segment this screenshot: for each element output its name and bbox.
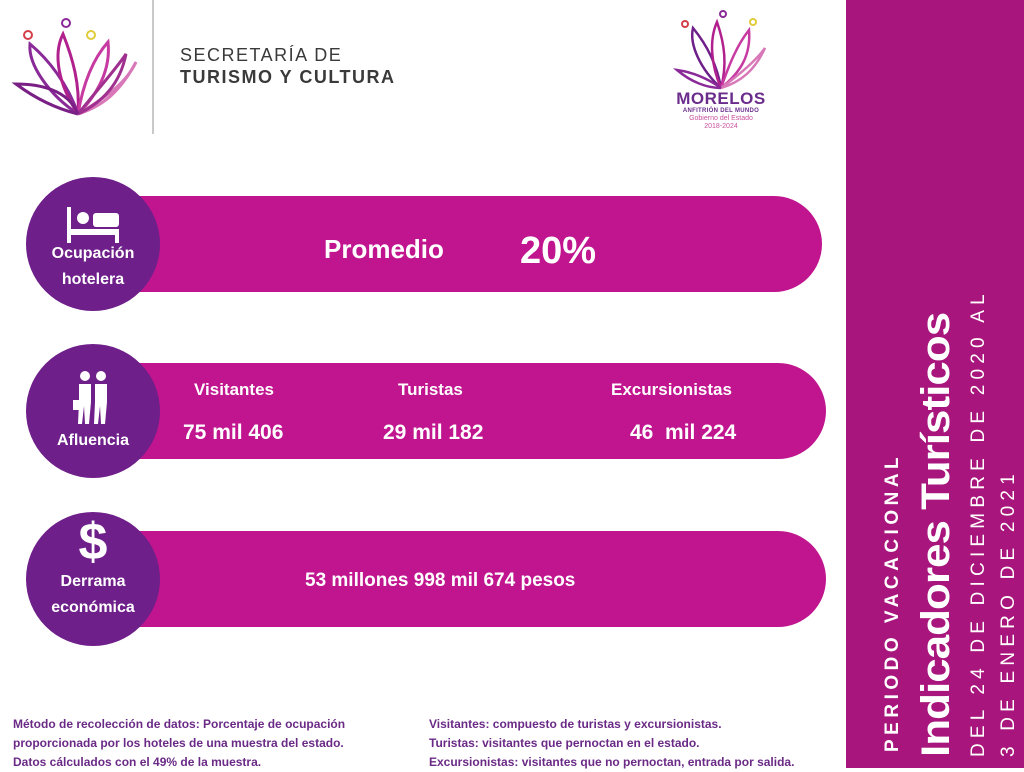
date-range-line1: DEL 24 DE DICIEMBRE DE 2020 AL xyxy=(968,289,989,757)
footnote-def-visitantes: Visitantes: compuesto de turistas y excursionistas. xyxy=(429,717,722,731)
travelers-icon xyxy=(26,370,160,433)
sidebar-title: Indicadores Turísticos xyxy=(914,312,959,757)
footnote-definitions xyxy=(429,715,794,772)
footnote-method-line1: Método de recolección de datos: Porcentaje de ocupación xyxy=(13,717,346,731)
secretaria-line2: TURISMO Y CULTURA xyxy=(180,67,396,87)
header-divider xyxy=(152,0,154,134)
excursionistas-value: 46 mil 224 xyxy=(630,421,737,444)
morelos-years: 2018-2024 xyxy=(704,123,738,130)
periodo-vacacional: PERIODO VACACIONAL xyxy=(882,452,903,752)
turistas-header: Turistas xyxy=(398,380,463,399)
derrama-circle xyxy=(26,512,160,646)
footnote-method-line3: Datos cálculados con el 49% de la muestra. xyxy=(13,755,262,769)
turistas-value: 29 mil 182 xyxy=(383,421,484,444)
afluencia-label: Afluencia xyxy=(56,432,129,449)
excursionistas-header: Excursionistas xyxy=(611,380,732,399)
footnote-def-turistas: Turistas: visitantes que pernoctan en el estado. xyxy=(429,736,700,750)
ocupacion-bar xyxy=(80,196,822,292)
morelos-lotus-icon xyxy=(671,10,771,90)
afluencia-circle xyxy=(26,344,160,478)
ocupacion-label-line2: hotelera xyxy=(61,271,125,288)
derrama-label-line1: Derrama xyxy=(60,573,126,590)
morelos-tagline: ANFITRIÓN DEL MUNDO xyxy=(682,108,760,114)
morelos-logo xyxy=(662,10,780,140)
ocupacion-circle xyxy=(26,177,160,311)
visitantes-value: 75 mil 406 xyxy=(183,421,284,444)
ocupacion-label-line1: Ocupación xyxy=(51,245,135,262)
secretaria-line1: SECRETARÍA DE xyxy=(180,45,343,65)
morelos-gov: Gobierno del Estado xyxy=(689,115,753,122)
promedio-value: 20% xyxy=(520,230,597,272)
dollar-icon: $ xyxy=(78,513,108,571)
date-range-line2: 3 DE ENERO DE 2021 xyxy=(998,469,1019,757)
promedio-label: Promedio xyxy=(324,234,444,264)
footnote-method-line2: proporcionada por los hoteles de una muestra del estado. xyxy=(13,736,344,750)
footnote-def-excursionistas: Excursionistas: visitantes que no pernoctan, entrada por salida. xyxy=(429,755,795,769)
secretaria-title xyxy=(180,44,396,88)
morelos-name: MORELOS xyxy=(676,89,766,108)
visitantes-header: Visitantes xyxy=(194,380,275,399)
derrama-value: 53 millones 998 mil 674 pesos xyxy=(305,570,576,591)
secretaria-lotus-logo xyxy=(8,14,148,122)
footnote-method xyxy=(13,715,345,772)
derrama-label-line2: económica xyxy=(51,599,135,616)
